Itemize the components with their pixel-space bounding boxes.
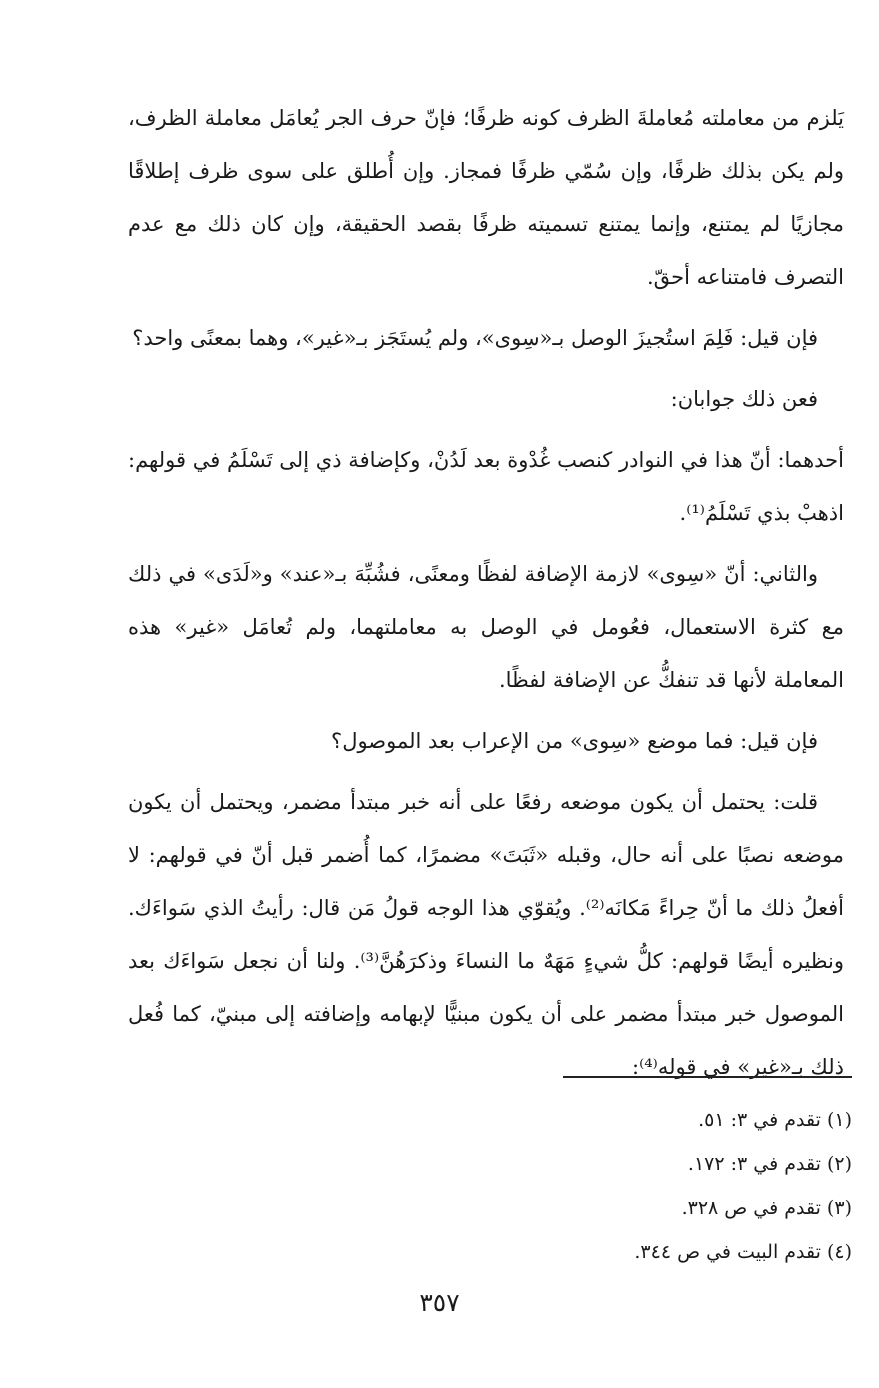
- footnotes: [128, 1098, 852, 1274]
- footnote-divider: [563, 1076, 852, 1078]
- footnote: (٣) تقدم في ص ٣٢٨.: [681, 1197, 852, 1219]
- paragraph: فإن قيل: فَلِمَ استُجيزَ الوصل بـ«سِوى»، ولم يُستَجَز بـ«غير»، وهما بمعنًى واحد؟: [132, 326, 818, 350]
- paragraph: فإن قيل: فما موضع «سِوى» من الإعراب بعد الموصول؟: [331, 729, 818, 753]
- paragraph: يَلزم من معاملته مُعاملةَ الظرف كونه ظرفًا؛ فإنّ حرف الجر يُعامَل معاملة الظرف، ولم يكن بذلك ظرفًا، وإن سُمّي ظرفًا فمجاز. وإن أُطلق على سوى ظرف إطلاقًا مجازيًا لم يمتنع، وإنما يمتنع تسميته ظرفًا بقصد الحقيقة، وإن كان ذلك مع عدم التصرف فامتناعه أحقّ.: [128, 106, 844, 289]
- page-number: ٣٥٧: [419, 1288, 460, 1317]
- paragraph: فعن ذلك جوابان:: [670, 387, 818, 411]
- paragraph: والثاني: أنّ «سِوى» لازمة الإضافة لفظًا ومعنًى، فشُبِّهَ بـ«عند» و«لَدَى» في ذلك مع كثرة الاستعمال، فعُومل في الوصل به معاملتهما، ولم تُعامَل «غير» هذه المعاملة لأنها قد تنفكُّ عن الإضافة لفظًا.: [128, 562, 844, 692]
- paragraph: قلت: يحتمل أن يكون موضعه رفعًا على أنه خبر مبتدأ مضمر، ويحتمل أن يكون موضعه نصبًا على أنه حال، وقبله «ثَبَتَ» مضمرًا، كما أُضمر قبل أنّ في قولهم: لا أفعلُ ذلك ما أنّ حِراءً مَكانَه⁽²⁾. ويُقوّي هذا الوجه قولُ مَن قال: رأيتُ الذي سَواءَك. ونظيره أيضًا قولهم: كلُّ شيءٍ مَهَهٌ ما النساءَ وذكرَهُنَّ⁽³⁾. ولنا أن نجعل سَواءَك بعد الموصول خبر مبتدأ مضمر على أن يكون مبنيًّا لإبهامه وإضافته إلى مبنيّ، كما فُعل ذلك بـ«غير» في قوله⁽⁴⁾:: [128, 790, 845, 1079]
- main-text: [128, 92, 844, 1102]
- footnote: (١) تقدم في ٣: ٥١.: [698, 1109, 852, 1131]
- footnote: (٢) تقدم في ٣: ١٧٢.: [687, 1153, 852, 1175]
- footnote: (٤) تقدم البيت في ص ٣٤٤.: [634, 1241, 852, 1263]
- paragraph: أحدهما: أنّ هذا في النوادر كنصب غُدْوة بعد لَدُنْ، وكإضافة ذي إلى تَسْلَمُ في قولهم: اذهبْ بذي تَسْلَمُ⁽¹⁾.: [128, 448, 844, 525]
